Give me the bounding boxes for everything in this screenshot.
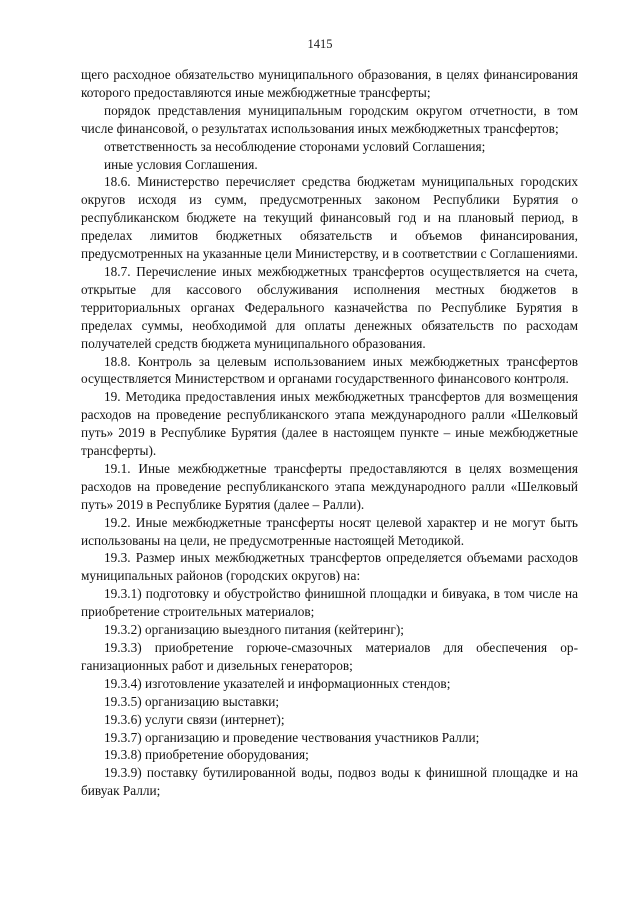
paragraph-19: 19. Методика предоставления иных межбюджетных трансфертов для возмещения расходов на проведение республиканского этапа международного ралли «Шелковый путь» 2019 в Республике Бурятия (далее в настоящем пункте – иные межбюджетные трансферты). xyxy=(81,389,578,459)
list-item-19-3-7: 19.3.7) организацию и проведение чествования участников Ралли; xyxy=(104,729,480,745)
paragraph-other-conditions: иные условия Соглашения. xyxy=(104,156,258,172)
list-item-19-3-5: 19.3.5) организацию выставки; xyxy=(104,693,280,709)
paragraph-19-3: 19.3. Размер иных межбюджетных трансфертов определяется объемами расходов муниципальных районов (городских округов) на: xyxy=(81,550,578,584)
paragraph-19-2: 19.2. Иные межбюджетные трансферты носят целевой характер и не могут быть использованы на цели, не предусмотренные настоящей Методикой. xyxy=(81,514,578,548)
list-item-19-3-9: 19.3.9) поставку бутилированной воды, подвоз воды к финишной площадке и на бивуак Ралли; xyxy=(81,765,578,799)
paragraph-responsibility: ответственность за несоблюдение сторонами условий Соглашения; xyxy=(104,138,486,154)
document-body xyxy=(81,66,578,800)
list-item-19-3-3: 19.3.3) приобретение горюче-смазочных материалов для обеспечения организационных работ и дизельных генераторов; xyxy=(81,640,578,673)
list-item-19-3-2: 19.3.2) организацию выездного питания (кейтеринг); xyxy=(104,622,404,638)
paragraph-18-8: 18.8. Контроль за целевым использованием иных межбюджетных трансфертов осуществляется Министерством и органами государственного финансового контроля. xyxy=(81,353,578,387)
paragraph-19-1: 19.1. Иные межбюджетные трансферты предоставляются в целях возмещения расходов на проведение республиканского этапа международного ралли «Шелковый путь» 2019 в Республике Бурятия (далее – Ралли). xyxy=(81,460,578,512)
list-item-19-3-4: 19.3.4) изготовление указателей и информационных стендов; xyxy=(104,675,451,691)
list-item-19-3-1: 19.3.1) подготовку и обустройство финишной площадки и бивуака, в том числе на приобретение строительных материалов; xyxy=(81,586,578,620)
paragraph-18-7: 18.7. Перечисление иных межбюджетных трансфертов осуществляется на счета, открытые для кассового обслуживания исполнения местных бюджетов в территориальных органах Федерального казначейства по Республике Бурятия в пределах суммы, необходимой для оплаты денежных обязательств по расходам получателей средств бюджета муниципального образования. xyxy=(81,263,578,351)
page-number: 1415 xyxy=(307,37,333,51)
list-item-19-3-8: 19.3.8) приобретение оборудования; xyxy=(104,747,309,763)
paragraph-reporting-procedure: порядок представления муниципальным городским округом отчетности, в том числе финансовой, о результатах использования иных межбюджетных трансфертов; xyxy=(81,102,578,136)
paragraph-continuation: щего расходное обязательство муниципального образования, в целях финансирования которого предоставляются иные межбюджетные трансферты; xyxy=(81,67,578,100)
list-item-19-3-6: 19.3.6) услуги связи (интернет); xyxy=(104,711,285,727)
paragraph-18-6: 18.6. Министерство перечисляет средства бюджетам муниципальных городских округов исходя из сумм, предусмотренных законом Республики Бурятия о республиканском бюджете на текущий финансовый год и на плановый период, в пределах лимитов бюджетных обязательств и объемов финансирования, предусмотренных на указанные цели Министерству, и в соответствии с Соглашениями. xyxy=(81,174,578,262)
